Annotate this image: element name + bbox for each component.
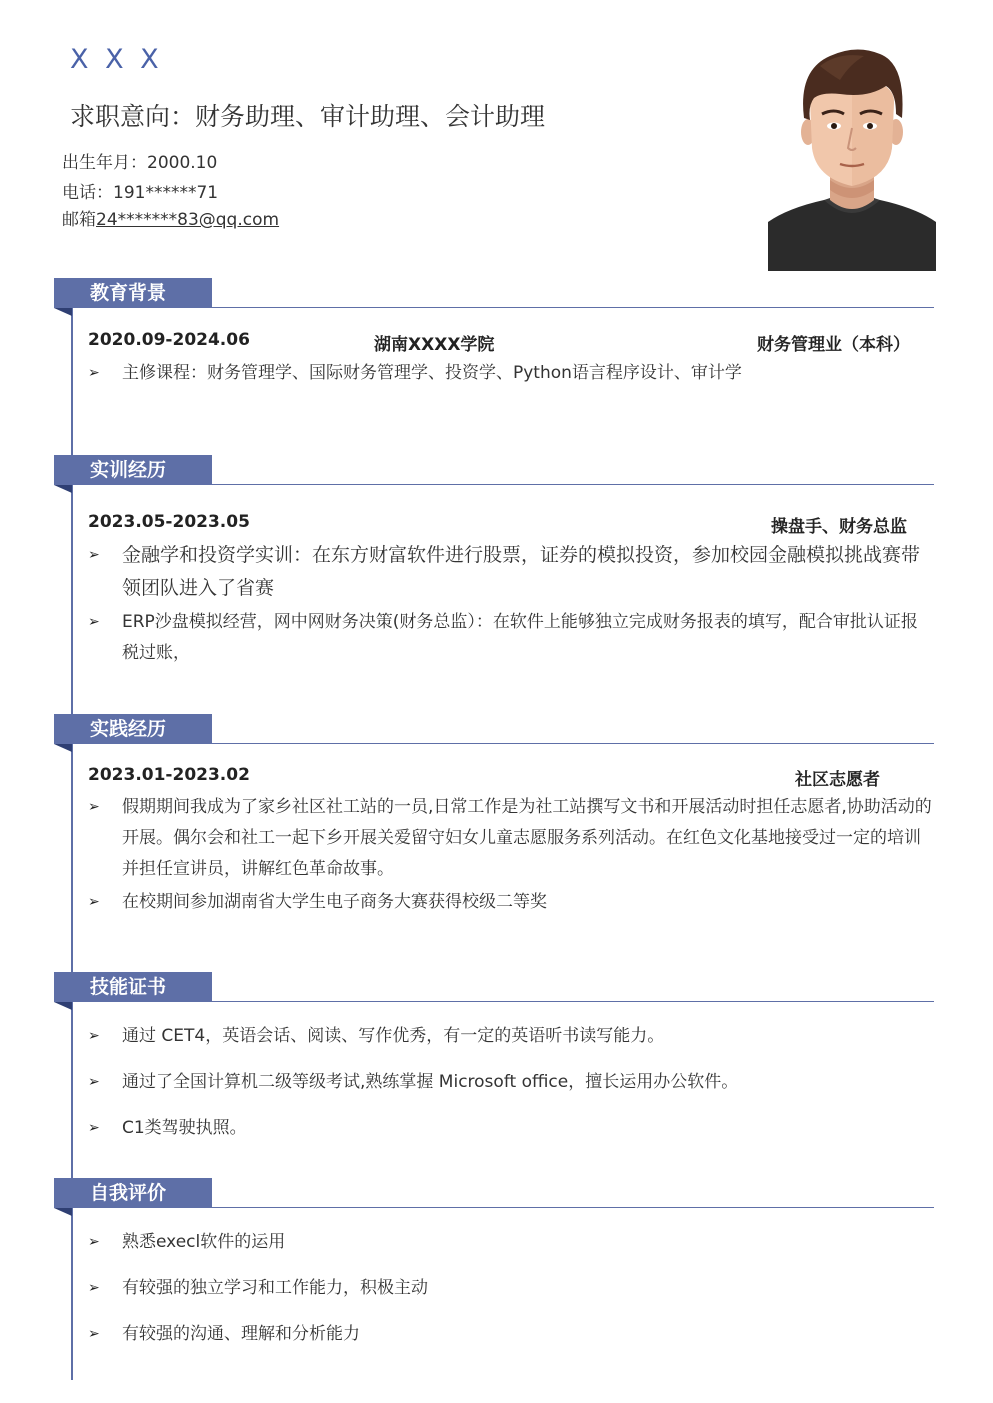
section-header bbox=[54, 1178, 934, 1210]
phone-number: 电话：191******71 bbox=[62, 183, 219, 203]
list-item: ➢ 金融学和投资学实训：在东方财富软件进行股票，证券的模拟投资，参加校园金融模拟挑战赛带领团队进入了省赛 bbox=[88, 539, 934, 605]
skills-list bbox=[88, 1021, 934, 1144]
practice-role: 社区志愿者 bbox=[795, 770, 880, 790]
section-corner-mark bbox=[54, 744, 72, 752]
practice-list bbox=[88, 792, 934, 918]
avatar bbox=[768, 40, 936, 271]
list-item: ➢ 假期期间我成为了家乡社区社工站的一员,日常工作是为社工站撰写文书和开展活动时担任志愿者,协助活动的开展。偶尔会和社工一起下乡开展关爱留守妇女儿童志愿服务系列活动。在红色文化基地接受过一定的培训并担任宣讲员，讲解红色革命故事。 bbox=[88, 792, 934, 885]
practice-section bbox=[54, 714, 934, 912]
arrow-bullet-icon: ➢ bbox=[88, 614, 100, 630]
skills-section bbox=[54, 972, 934, 1138]
section-corner-mark bbox=[54, 1002, 72, 1010]
self-eval-section bbox=[54, 1178, 934, 1344]
training-section bbox=[54, 455, 934, 663]
section-title: 教育背景 bbox=[54, 278, 212, 308]
practice-period: 2023.01-2023.02 bbox=[88, 765, 250, 785]
section-header bbox=[54, 714, 934, 746]
section-corner-mark bbox=[54, 485, 72, 493]
birth-date: 出生年月：2000.10 bbox=[62, 153, 218, 173]
arrow-bullet-icon: ➢ bbox=[88, 894, 100, 910]
section-divider bbox=[212, 307, 934, 308]
self-eval-list bbox=[88, 1227, 934, 1350]
arrow-bullet-icon: ➢ bbox=[88, 1120, 100, 1136]
list-item: ➢ 通过 CET4，英语会话、阅读、写作优秀，有一定的英语听书读写能力。 bbox=[88, 1021, 934, 1052]
email-row bbox=[62, 205, 279, 230]
education-period: 2020.09-2024.06 bbox=[88, 330, 250, 350]
email-link[interactable]: 24*******83@qq.com bbox=[96, 210, 280, 230]
list-item: ➢ 通过了全国计算机二级等级考试,熟练掌握 Microsoft office，擅长运用办公软件。 bbox=[88, 1067, 934, 1098]
training-list bbox=[88, 539, 934, 669]
job-intent: 求职意向：财务助理、审计助理、会计助理 bbox=[70, 102, 546, 131]
section-title: 实践经历 bbox=[54, 714, 212, 744]
arrow-bullet-icon: ➢ bbox=[88, 547, 100, 563]
arrow-bullet-icon: ➢ bbox=[88, 1280, 100, 1296]
arrow-bullet-icon: ➢ bbox=[88, 799, 100, 815]
section-title: 实训经历 bbox=[54, 455, 212, 485]
education-major: 财务管理业（本科） bbox=[757, 335, 910, 355]
section-divider bbox=[212, 484, 934, 485]
arrow-bullet-icon: ➢ bbox=[88, 1028, 100, 1044]
education-section bbox=[54, 278, 934, 383]
list-item: ➢ 熟悉execl软件的运用 bbox=[88, 1227, 934, 1258]
education-list bbox=[88, 358, 934, 389]
arrow-bullet-icon: ➢ bbox=[88, 1326, 100, 1342]
training-period: 2023.05-2023.05 bbox=[88, 512, 250, 532]
section-divider bbox=[212, 1207, 934, 1208]
section-header bbox=[54, 278, 934, 310]
list-item: ➢ 有较强的独立学习和工作能力，积极主动 bbox=[88, 1273, 934, 1304]
arrow-bullet-icon: ➢ bbox=[88, 365, 100, 381]
list-item: ➢ 主修课程：财务管理学、国际财务管理学、投资学、Python语言程序设计、审计学 bbox=[88, 358, 934, 389]
section-corner-mark bbox=[54, 1208, 72, 1216]
list-item: ➢ C1类驾驶执照。 bbox=[88, 1113, 934, 1144]
arrow-bullet-icon: ➢ bbox=[88, 1234, 100, 1250]
section-header bbox=[54, 455, 934, 487]
list-item: ➢ ERP沙盘模拟经营，网中网财务决策(财务总监）：在软件上能够独立完成财务报表的填写，配合审批认证报税过账， bbox=[88, 607, 934, 669]
list-item: ➢ 在校期间参加湖南省大学生电子商务大赛获得校级二等奖 bbox=[88, 887, 934, 918]
section-divider bbox=[212, 1001, 934, 1002]
education-school: 湖南XXXX学院 bbox=[374, 335, 495, 355]
list-item: ➢ 有较强的沟通、理解和分析能力 bbox=[88, 1319, 934, 1350]
section-corner-mark bbox=[54, 308, 72, 316]
section-title: 自我评价 bbox=[54, 1178, 212, 1208]
section-title: 技能证书 bbox=[54, 972, 212, 1002]
arrow-bullet-icon: ➢ bbox=[88, 1074, 100, 1090]
email-label: 邮箱 bbox=[62, 210, 96, 230]
section-divider bbox=[212, 743, 934, 744]
section-header bbox=[54, 972, 934, 1004]
candidate-name: X X X bbox=[70, 44, 163, 75]
training-role: 操盘手、财务总监 bbox=[771, 517, 907, 537]
